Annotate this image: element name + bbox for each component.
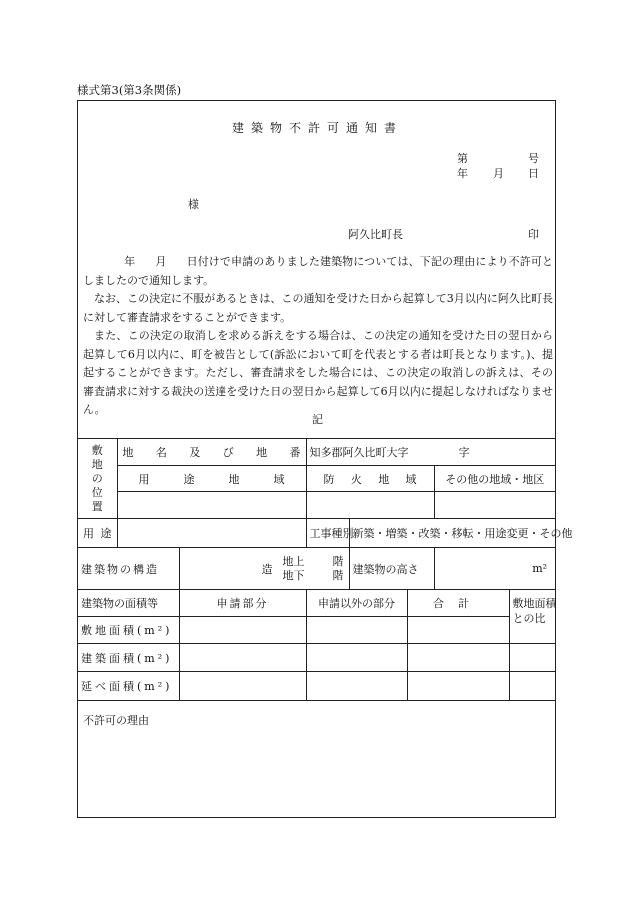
col-applied: 申請部分	[179, 590, 306, 617]
date-year: 年	[457, 167, 468, 180]
building-coverage-ratio[interactable]	[509, 644, 555, 672]
row-building-area: 建築面積(m²)	[78, 644, 179, 672]
use-zone-value[interactable]	[117, 492, 306, 519]
addressee-suffix: 様	[188, 198, 199, 211]
fire-zone-label: 防 火 地 域	[306, 466, 434, 492]
building-area-applied[interactable]	[179, 644, 306, 672]
ratio-label: 敷地面積 との比	[509, 590, 555, 644]
floor-area-other[interactable]	[306, 672, 407, 701]
floor-area-applied[interactable]	[179, 672, 306, 701]
col-other: 申請以外の部分	[306, 590, 407, 617]
below-floors-unit: 階	[332, 568, 344, 582]
lot-value[interactable]: 知多郡阿久比町大字 字	[306, 439, 555, 466]
row-site-area: 敷地面積(m²)	[78, 617, 179, 644]
use-zone-label: 用 途 地 域	[117, 466, 306, 492]
col-total: 合計	[407, 590, 509, 617]
site-area-other[interactable]	[306, 617, 407, 644]
structure-value[interactable]	[179, 548, 349, 590]
other-zone-label: その他の地域・地区	[434, 466, 555, 492]
site-area-total[interactable]	[407, 617, 509, 644]
ki-heading: 記	[312, 413, 323, 426]
use-label: 用 途	[78, 519, 117, 548]
above-floors-unit: 階	[332, 554, 344, 568]
document-title: 建築物不許可通知書	[231, 121, 403, 135]
building-area-total[interactable]	[407, 644, 509, 672]
seal-mark: 印	[528, 228, 539, 241]
work-type-label: 工事種別	[306, 519, 349, 548]
form-id: 様式第3(第3条関係)	[77, 83, 182, 97]
above-ground-label: 地上	[282, 554, 305, 568]
row-floor-area: 延べ面積(m²)	[78, 672, 179, 701]
floor-area-total[interactable]	[407, 672, 509, 701]
issuer-name: 阿久比町長	[348, 228, 403, 241]
date-day: 日	[528, 167, 539, 180]
site-area-applied[interactable]	[179, 617, 306, 644]
notice-form	[77, 100, 573, 818]
use-value[interactable]	[117, 519, 306, 548]
fire-zone-value[interactable]	[306, 492, 434, 519]
paragraph-appeal: なお、この決定に不服があるときは、この通知を受けた日から起算して3月以内に阿久比町長に対して審査請求をすることができます。	[83, 292, 553, 324]
floor-area-ratio[interactable]	[509, 672, 555, 701]
lot-label: 地 名 及 び 地 番	[117, 439, 306, 466]
structure-label: 建築物の構造	[78, 548, 179, 590]
other-zone-value[interactable]	[434, 492, 555, 519]
site-label: 敷 地 の 位 置	[78, 439, 117, 519]
number-label: 第	[457, 152, 468, 165]
number-suffix: 号	[528, 152, 539, 165]
height-unit: m²	[532, 562, 548, 575]
work-type-options: 新築・増築・改築・移転・用途変更・その他	[349, 519, 555, 548]
reason-field[interactable]	[78, 729, 555, 817]
paragraph-main: 年 月 日付けで申請のありました建築物については、下記の理由により不許可としましたので通知します。	[83, 255, 554, 287]
reason-label: 不許可の理由	[83, 714, 149, 727]
details-table	[78, 438, 573, 701]
height-value[interactable]	[434, 548, 555, 590]
structure-zou: 造	[261, 562, 273, 576]
area-header: 建築物の面積等	[78, 590, 179, 617]
height-label: 建築物の高さ	[349, 548, 434, 590]
date-month: 月	[493, 167, 504, 180]
below-ground-label: 地下	[282, 568, 305, 582]
paragraph-lawsuit: また、この決定の取消しを求める訴えをする場合は、この決定の通知を受けた日の翌日から起算して6月以内に、町を被告として(訴訟において町を代表とする者は町長となります。)、提起することができます。ただし、審査請求をした場合には、この決定の取消しの訴えは、その審査請求に対する裁決の送達を受けた日の翌日から起算して6月以内に提起しなければなりません。	[83, 329, 553, 417]
building-area-other[interactable]	[306, 644, 407, 672]
